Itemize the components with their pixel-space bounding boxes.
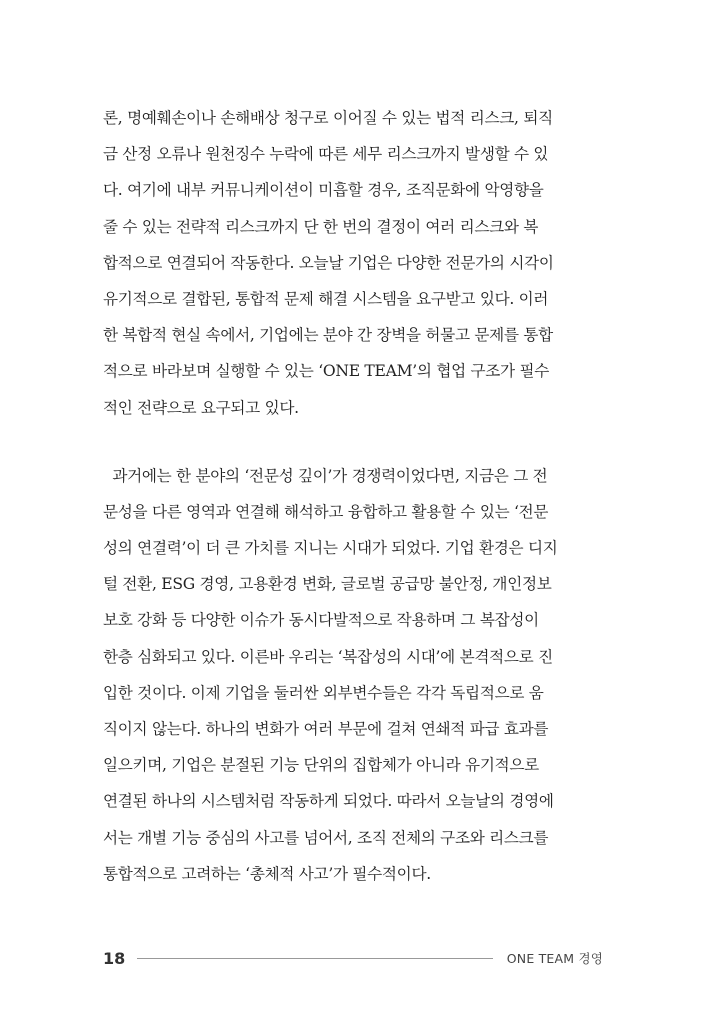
text-line: 적으로 바라보며 실행할 수 있는 ‘ONE TEAM’의 협업 구조가 필수: [103, 362, 549, 381]
text-line: 론, 명예훼손이나 손해배상 청구로 이어질 수 있는 법적 리스크, 퇴직: [103, 109, 553, 127]
text-line: 직이지 않는다. 하나의 변화가 여러 부문에 걸쳐 연쇄적 파급 효과를: [103, 720, 549, 738]
text-line: 성의 연결력’이 더 큰 가치를 지니는 시대가 되었다. 기업 환경은 디지: [103, 539, 558, 558]
text-line: 줄 수 있는 전략적 리스크까지 단 한 번의 결정이 여러 리스크와 복: [103, 217, 539, 236]
page-number: 18: [103, 948, 126, 968]
page-footer: [103, 946, 603, 970]
text-line: 과거에는 한 분야의 ‘전문성 깊이’가 경쟁력이었다면, 지금은 그 전: [103, 466, 548, 485]
text-line: 서는 개별 기능 중심의 사고를 넘어서, 조직 전체의 구조와 리스크를: [103, 828, 549, 847]
text-line: 합적으로 연결되어 작동한다. 오늘날 기업은 다양한 전문가의 시각이: [103, 253, 554, 272]
text-line: 통합적으로 고려하는 ‘총체적 사고’가 필수적이다.: [103, 864, 431, 883]
text-line: 문성을 다른 영역과 연결해 해석하고 융합하고 활용할 수 있는 ‘전문: [103, 502, 549, 521]
text-line: 털 전환, ESG 경영, 고용환경 변화, 글로벌 공급망 불안정, 개인정보: [103, 575, 552, 594]
text-line: 연결된 하나의 시스템처럼 작동하게 되었다. 따라서 오늘날의 경영에: [103, 792, 554, 811]
text-line: 입한 것이다. 이제 기업을 둘러싼 외부변수들은 각각 독립적으로 움: [103, 683, 544, 702]
paragraph-1: [103, 100, 603, 426]
running-head: ONE TEAM 경영: [506, 951, 603, 966]
paragraph-2: [103, 458, 603, 892]
body-text: [103, 100, 603, 892]
paragraph-spacer: [103, 426, 603, 458]
text-line: 한층 심화되고 있다. 이른바 우리는 ‘복잡성의 시대’에 본격적으로 진: [103, 647, 553, 666]
text-line: 유기적으로 결합된, 통합적 문제 해결 시스템을 요구받고 있다. 이러: [103, 289, 549, 308]
text-line: 보호 강화 등 다양한 이슈가 동시다발적으로 작용하며 그 복잡성이: [103, 611, 539, 630]
text-line: 한 복합적 현실 속에서, 기업에는 분야 간 장벽을 허물고 문제를 통합: [103, 326, 553, 345]
text-line: 금 산정 오류나 원천징수 누락에 따른 세무 리스크까지 발생할 수 있: [103, 145, 549, 164]
text-line: 다. 여기에 내부 커뮤니케이션이 미흡할 경우, 조직문화에 악영향을: [103, 181, 544, 200]
text-line: 일으키며, 기업은 분절된 기능 단위의 집합체가 아니라 유기적으로: [103, 756, 539, 775]
footer-rule: [137, 958, 492, 959]
text-line: 적인 전략으로 요구되고 있다.: [103, 398, 299, 417]
